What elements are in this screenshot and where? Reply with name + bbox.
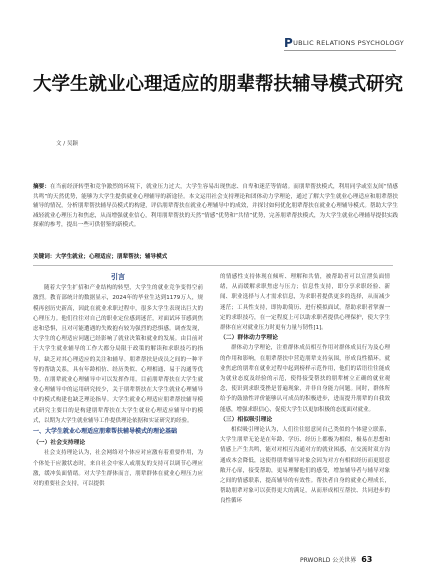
intro-heading: 引言: [111, 273, 125, 281]
page-footer: [300, 555, 372, 564]
article-title: 大学生就业心理适应的朋辈帮扶辅导模式研究: [33, 74, 404, 95]
footer-section: 公关世界: [332, 557, 357, 564]
right-paragraph-1: 的情感性支持体现在倾听、理解和共情，被帮助者可以宣泄负面情绪，从而缓解求职焦虑与压力；信息性支持，即分享求职经验、新闻、职业选择与人才需求信息，为求职者提供更多的选择，从而减少迷茫；工具性支持，即协助简历、进行模拟面试，帮助求职者掌握一定的求职技巧，在一定程度上可以助求职者提供心理保护，使大学生群体在应对就业压力时更有力量与韧性[1]。: [220, 274, 390, 332]
journal-header: [284, 36, 404, 50]
abstract-text: 在当前经济转型和竞争激烈的环境下，就业压力过大，大学生容易出现焦虑、自卑和迷茫等情绪。而朋辈帮扶模式，利用同学或室友间“情感共鸣”的天然优势，能够为大学生提供就业心理辅导的新途径。本文运用社会支持理论和团体动力学理论，通过了解大学生就业心理适应和朋辈帮扶辅导的情况，分析朋辈帮扶辅导员模式的构建，评估朋辈帮扶在就业心理辅导中的成效，并探讨如何优化朋辈帮扶在就业心理辅导模式。帮助大学生减轻就业心理压力和焦虑，从而增强就业信心，利用朋辈帮扶的天然“情感”优势和“共情”优势，完善朋辈帮扶模式，为大学生就业心理辅导提供实践探索的参考，提出一些可供借鉴的新模式。: [33, 184, 398, 229]
footer-brand: PRWORLD: [300, 557, 331, 564]
intro-paragraph: 随着大学生扩招和产业结构的转型，大学生的就业竞争变得空前激烈。教育部统计的数据显示，2024年的毕业生达到1179万人，规模再创历史新高，因此在就业求职过程中，很多大学生表现出巨大的心理压力。他们往往对自己的职业定位感到迷茫，对面试环节感到焦虑和恐惧，且对可能遭遇的失败抱有较为强烈的恐惧感。调查发现，大学生的心理适应问题已经影响了就业决策和就业的发展。由目前对于大学生就业辅导的工作大都分局限于政策的解读和求职技巧的指导，缺乏对其心理适应的关注和辅导。朋辈帮扶是成员之间的一种平等的帮助关系，具有年龄相仿、经历类似、心理相通、易于沟通等优势。在朋辈就业心理辅导中可以发挥作用。目前朋辈帮扶在大学生就业心理辅导中的运用研究较少，关于朋辈帮扶在大学生就业心理辅导中的模式构建也缺乏理论指导。大学生就业心理适应朋辈帮扶辅导模式研究主要目的是构建朋辈帮扶在大学生就业心理适应辅导中的模式，以期为大学生就业辅导工作提供理论依据和实证研究的经验。: [33, 285, 203, 424]
abstract-label: 摘要：: [33, 184, 50, 190]
right-paragraph-2: 群体动力学理论，注重群体成员相互作用对群体成员行为及心理的作用和影响，在朋辈帮扶中营造朋辈支持氛围，形成良性循环。就业焦虑的朋辈在就业过程中起到榜样示范作用，他们的话语往往能成为就业态度及经验的示范，使得接受帮扶的朋辈树立正确的就业观念，使识到求职受挫是普遍现象，并非自身能力问题。同时，群体所给予的鼓励性评价能够认可成员的积极进步，进而提升朋辈的自我效能感，增强求职信心，促使大学生以更加积极的态度面对就业。: [220, 345, 390, 413]
header-divider: [284, 50, 396, 51]
page-number: 63: [361, 555, 373, 564]
section1-subheading: （一）社会支持理论: [33, 440, 86, 447]
section1-paragraph: 社会支持理论认为，社会网络对个体应对应激有着重要作用，为个体处于应激状态时，来自社会中家人或朋友的支持可以调节心理应激，缓冲负面情绪。对大学生群体而言，朋辈群体在就业心理压力应对的重要社会支持，可以提供: [33, 450, 203, 488]
right-paragraph-3: 相似吸引理论认为，人们往往愿意同自己类似的个体建立联系，大学生朋辈无论是在年龄、学历、经历上都极为相似，极易在思想和情感上产生共鸣，能对对相互沟通对方的就业困惑，在交流时双方沟通成本会降低，这使得朋辈辅导对象会因为对方有相似经历而更愿意敞开心扉，接受帮助，更易理解他们的感受，增加辅导者与辅导对象之间的情感联系，提高辅导的有效性。帮扶者自身的就业心理成长，帮助朋辈对象可以获得更大的满足，从而形成相互帮扶、共同进步的良性循环: [220, 427, 390, 505]
keywords-label: 关键词：: [33, 254, 56, 260]
section-divider: [33, 265, 393, 266]
abstract: [33, 183, 398, 231]
right-column: [220, 272, 390, 507]
header-letter: P: [284, 36, 294, 50]
keywords-text: 大学生就业；心理适应；朋辈帮扶；辅导模式: [55, 254, 168, 260]
left-column: [33, 272, 203, 489]
keywords: [33, 252, 398, 260]
section1-heading: 一、大学生就业心理适应朋辈帮扶辅导模式的理论基础: [33, 428, 178, 436]
section3-subheading: （三）相似吸引理论: [220, 416, 273, 423]
section2-subheading: （二）群体动力学理论: [220, 335, 278, 342]
header-text: UBLIC RELATIONS PSYCHOLOGY: [293, 39, 405, 47]
author-line: 文 / 吴颖: [56, 141, 78, 147]
